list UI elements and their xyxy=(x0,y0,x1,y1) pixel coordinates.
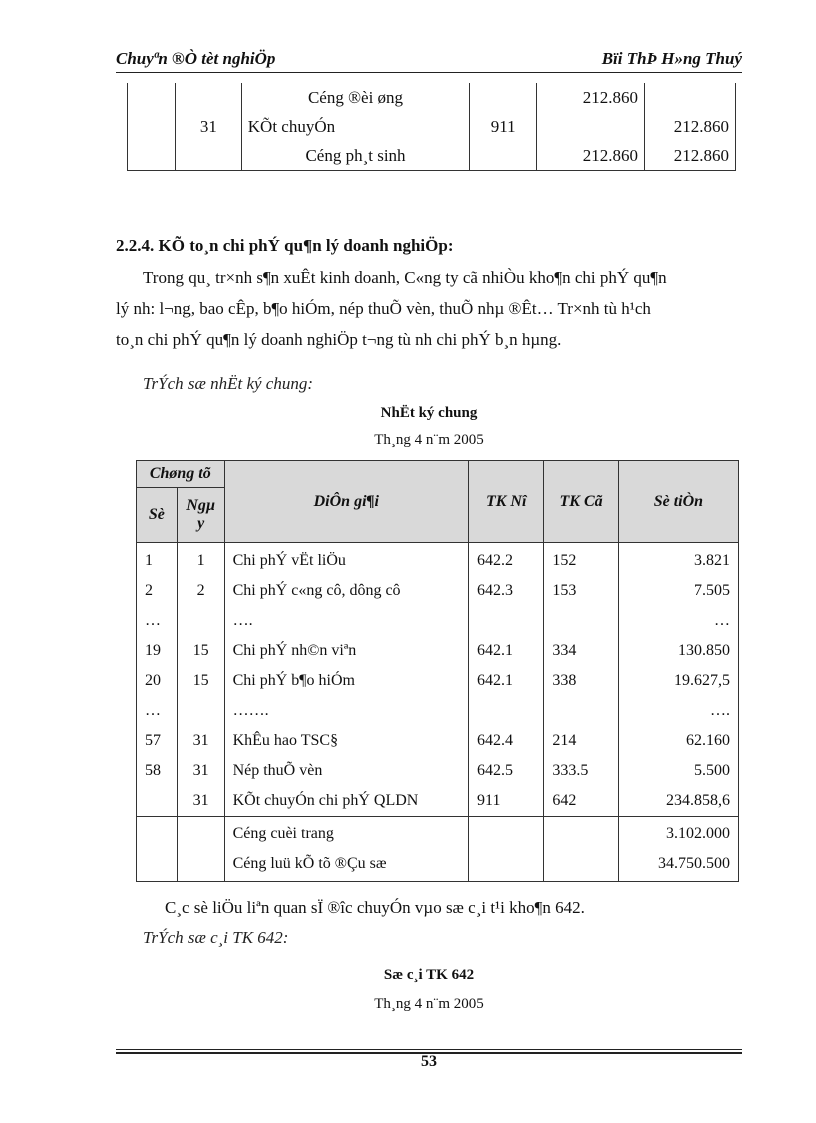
ledger-subtitle: Th¸ng 4 n¨m 2005 xyxy=(374,996,484,1012)
page-header xyxy=(116,49,742,73)
journal-title: NhËt ký chung xyxy=(380,405,478,421)
debit-header: TK Nî xyxy=(469,461,544,543)
table-row: Céng ph¸t sinh 212.860 212.860 xyxy=(128,141,736,171)
table-row: 31 KÕt chuyÓn chi phÝ QLDN 911 642 234.858,6 xyxy=(137,783,739,817)
no-header: Sè xyxy=(137,488,178,543)
voucher-header: Chøng tõ xyxy=(137,461,225,488)
header-rule xyxy=(116,72,742,73)
table-row: 20 15 Chi phÝ b¶o hiÓm 642.1 338 19.627,5 xyxy=(137,663,739,693)
table-total-row: Céng luü kÕ tõ ®Çu sæ 34.750.500 xyxy=(137,846,739,882)
paragraph-line: Trong qu¸ tr×nh s¶n xuÊt kinh doanh, C«ng ty cã nhiÒu kho¶n chi phÝ qu¶n xyxy=(143,268,667,287)
table-row: … …. … xyxy=(137,603,739,633)
paragraph-line: to¸n chi phÝ qu¶n lý doanh nghiÖp t¬ng tù nh chi phÝ b¸n hµng. xyxy=(116,330,562,349)
transfer-note: C¸c sè liÖu liªn quan sÏ ®îc chuyÓn vµo sæ c¸i t¹i kho¶n 642. xyxy=(165,898,585,917)
ledger-caption: TrÝch sæ c¸i TK 642: xyxy=(143,928,289,947)
header-topic: Chuyªn ®Ò tèt nghiÖp xyxy=(116,49,276,68)
section-paragraph xyxy=(116,262,742,355)
table-row: … ……. …. xyxy=(137,693,739,723)
header-author: Bïi ThÞ H»ng Thuý xyxy=(601,49,742,68)
section-title: 2.2.4. KÕ to¸n chi phÝ qu¶n lý doanh nghiÖp: xyxy=(116,236,454,255)
table-row: 1 1 Chi phÝ vËt liÖu 642.2 152 3.821 xyxy=(137,543,739,574)
footer-rule xyxy=(116,1049,742,1050)
table-total-row: Céng cuèi trang 3.102.000 xyxy=(137,817,739,847)
credit-header: TK Cã xyxy=(544,461,618,543)
date-header: Ngµ y xyxy=(177,488,224,543)
table-row: 19 15 Chi phÝ nh©n viªn 642.1 334 130.850 xyxy=(137,633,739,663)
table-row: 31 KÕt chuyÓn 911 212.860 xyxy=(128,112,736,141)
table-row: Céng ®èi øng 212.860 xyxy=(128,83,736,112)
journal-caption: TrÝch sæ nhËt ký chung: xyxy=(143,374,313,393)
table-row: 57 31 KhÊu hao TSC§ 642.4 214 62.160 xyxy=(137,723,739,753)
page-number: 53 xyxy=(421,1053,437,1070)
continued-ledger-table xyxy=(127,83,736,171)
table-header-row xyxy=(137,461,739,488)
table-row: 58 31 Nép thuÕ vèn 642.5 333.5 5.500 xyxy=(137,753,739,783)
table-row: 2 2 Chi phÝ c«ng cô, dông cô 642.3 153 7.505 xyxy=(137,573,739,603)
ledger-title: Sæ c¸i TK 642 xyxy=(383,967,475,983)
desc-header: DiÔn gi¶i xyxy=(224,461,468,543)
paragraph-line: lý nh: l¬ng, bao cÊp, b¶o hiÓm, nép thuÕ vèn, thuÕ nhµ ®Êt… Tr×nh tù h¹ch xyxy=(116,299,651,318)
general-journal-table xyxy=(136,460,739,882)
journal-subtitle: Th¸ng 4 n¨m 2005 xyxy=(374,432,484,448)
amount-header: Sè tiÒn xyxy=(618,461,738,543)
